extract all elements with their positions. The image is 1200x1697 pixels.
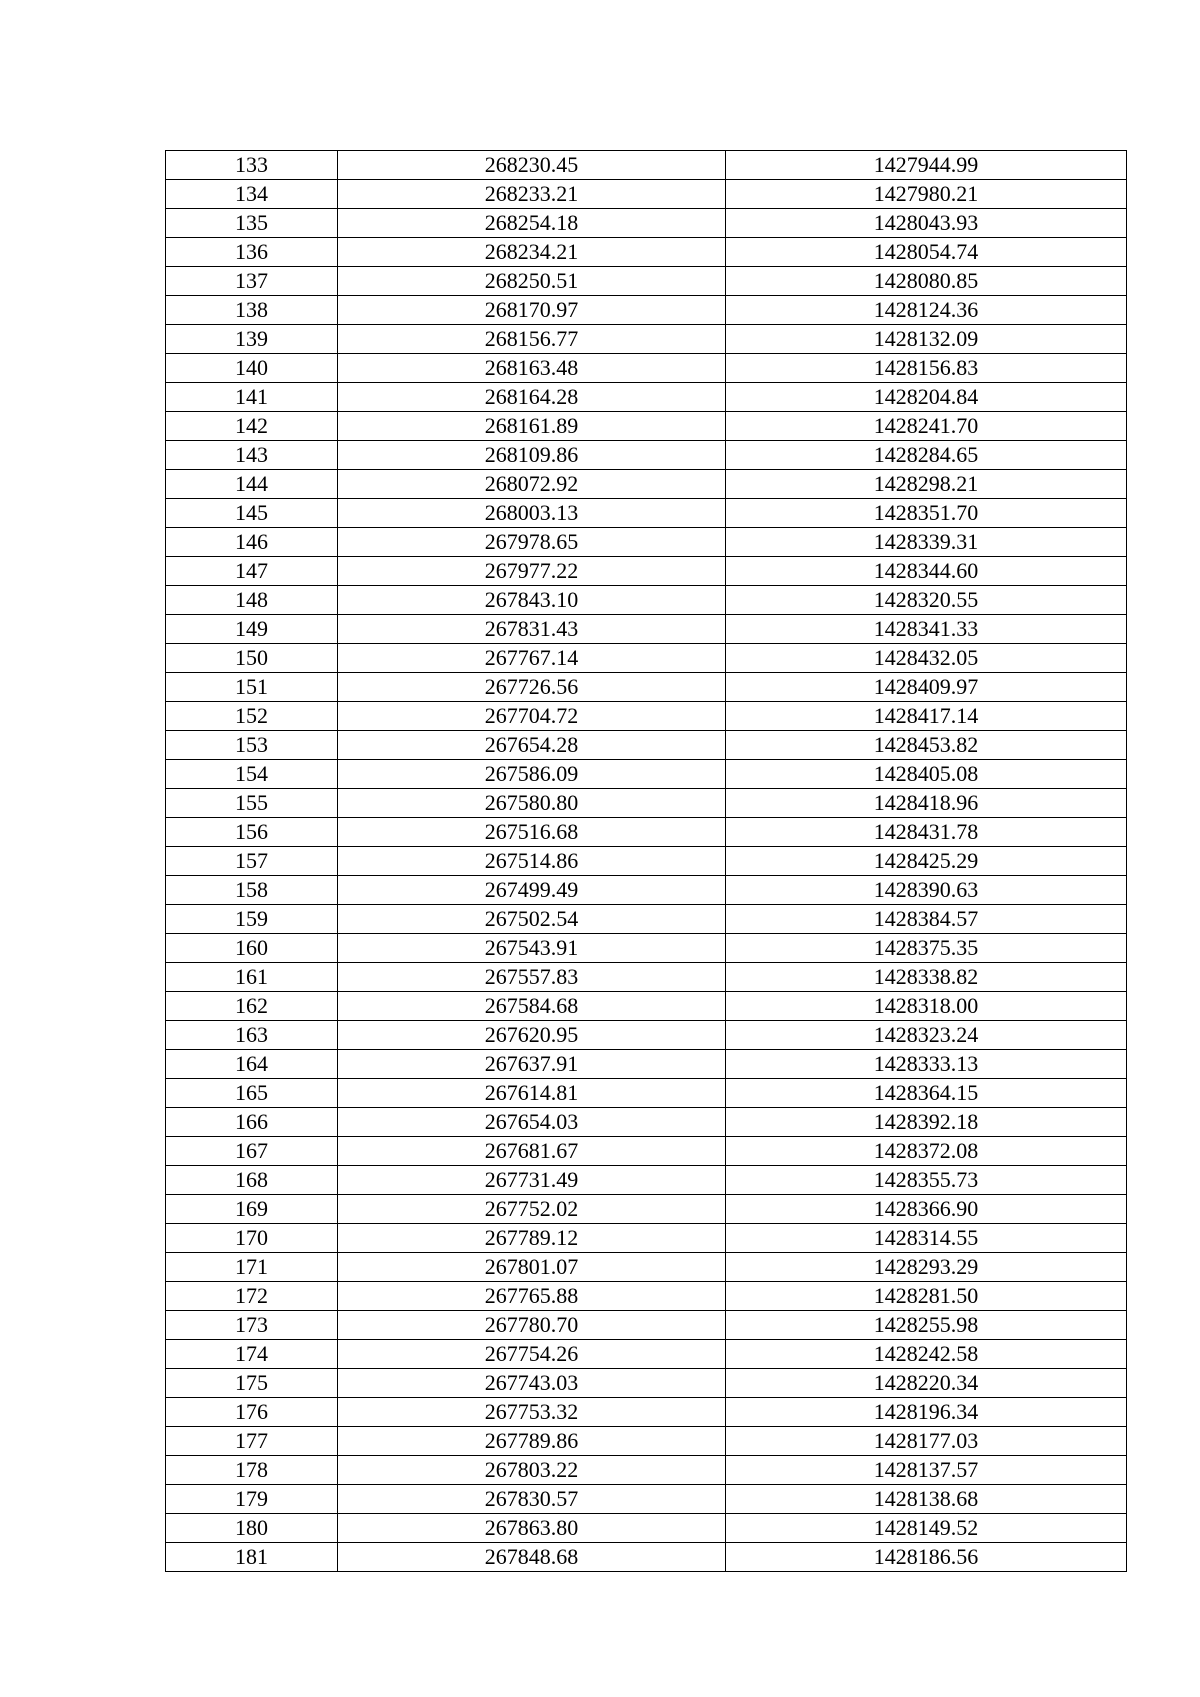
x-coordinate-cell: 268230.45 xyxy=(338,151,726,180)
y-coordinate-cell: 1428344.60 xyxy=(726,557,1127,586)
y-coordinate-cell: 1428156.83 xyxy=(726,354,1127,383)
table-row xyxy=(166,296,1127,325)
table-row xyxy=(166,151,1127,180)
y-coordinate-cell: 1428241.70 xyxy=(726,412,1127,441)
y-coordinate-cell: 1428339.31 xyxy=(726,528,1127,557)
table-row xyxy=(166,1137,1127,1166)
y-coordinate-cell: 1428390.63 xyxy=(726,876,1127,905)
y-coordinate-cell: 1428409.97 xyxy=(726,673,1127,702)
x-coordinate-cell: 267831.43 xyxy=(338,615,726,644)
y-coordinate-cell: 1428318.00 xyxy=(726,992,1127,1021)
table-row xyxy=(166,1485,1127,1514)
x-coordinate-cell: 267780.70 xyxy=(338,1311,726,1340)
y-coordinate-cell: 1427980.21 xyxy=(726,180,1127,209)
y-coordinate-cell: 1428281.50 xyxy=(726,1282,1127,1311)
table-row xyxy=(166,1369,1127,1398)
point-number-cell: 175 xyxy=(166,1369,338,1398)
x-coordinate-cell: 268170.97 xyxy=(338,296,726,325)
table-row xyxy=(166,1079,1127,1108)
x-coordinate-cell: 267752.02 xyxy=(338,1195,726,1224)
y-coordinate-cell: 1428341.33 xyxy=(726,615,1127,644)
y-coordinate-cell: 1428293.29 xyxy=(726,1253,1127,1282)
point-number-cell: 150 xyxy=(166,644,338,673)
x-coordinate-cell: 267586.09 xyxy=(338,760,726,789)
table-row xyxy=(166,673,1127,702)
y-coordinate-cell: 1428384.57 xyxy=(726,905,1127,934)
x-coordinate-cell: 267848.68 xyxy=(338,1543,726,1572)
table-row xyxy=(166,702,1127,731)
table-row xyxy=(166,528,1127,557)
x-coordinate-cell: 268156.77 xyxy=(338,325,726,354)
point-number-cell: 145 xyxy=(166,499,338,528)
table-row xyxy=(166,789,1127,818)
point-number-cell: 169 xyxy=(166,1195,338,1224)
x-coordinate-cell: 267516.68 xyxy=(338,818,726,847)
point-number-cell: 135 xyxy=(166,209,338,238)
y-coordinate-cell: 1428364.15 xyxy=(726,1079,1127,1108)
y-coordinate-cell: 1428284.65 xyxy=(726,441,1127,470)
x-coordinate-cell: 267743.03 xyxy=(338,1369,726,1398)
point-number-cell: 166 xyxy=(166,1108,338,1137)
table-row xyxy=(166,180,1127,209)
point-number-cell: 138 xyxy=(166,296,338,325)
y-coordinate-cell: 1428124.36 xyxy=(726,296,1127,325)
x-coordinate-cell: 267765.88 xyxy=(338,1282,726,1311)
point-number-cell: 144 xyxy=(166,470,338,499)
table-row xyxy=(166,934,1127,963)
table-row xyxy=(166,325,1127,354)
table-row xyxy=(166,1021,1127,1050)
point-number-cell: 143 xyxy=(166,441,338,470)
y-coordinate-cell: 1428314.55 xyxy=(726,1224,1127,1253)
table-row xyxy=(166,1543,1127,1572)
point-number-cell: 142 xyxy=(166,412,338,441)
point-number-cell: 152 xyxy=(166,702,338,731)
table-row xyxy=(166,209,1127,238)
point-number-cell: 161 xyxy=(166,963,338,992)
x-coordinate-cell: 267863.80 xyxy=(338,1514,726,1543)
x-coordinate-cell: 267978.65 xyxy=(338,528,726,557)
y-coordinate-cell: 1428138.68 xyxy=(726,1485,1127,1514)
y-coordinate-cell: 1428338.82 xyxy=(726,963,1127,992)
point-number-cell: 165 xyxy=(166,1079,338,1108)
table-row xyxy=(166,383,1127,412)
x-coordinate-cell: 268254.18 xyxy=(338,209,726,238)
point-number-cell: 154 xyxy=(166,760,338,789)
y-coordinate-cell: 1428196.34 xyxy=(726,1398,1127,1427)
point-number-cell: 160 xyxy=(166,934,338,963)
y-coordinate-cell: 1428405.08 xyxy=(726,760,1127,789)
y-coordinate-cell: 1428043.93 xyxy=(726,209,1127,238)
table-row xyxy=(166,905,1127,934)
x-coordinate-cell: 267726.56 xyxy=(338,673,726,702)
x-coordinate-cell: 267584.68 xyxy=(338,992,726,1021)
x-coordinate-cell: 267767.14 xyxy=(338,644,726,673)
y-coordinate-cell: 1428351.70 xyxy=(726,499,1127,528)
point-number-cell: 179 xyxy=(166,1485,338,1514)
x-coordinate-cell: 267580.80 xyxy=(338,789,726,818)
y-coordinate-cell: 1427944.99 xyxy=(726,151,1127,180)
table-row xyxy=(166,1050,1127,1079)
y-coordinate-cell: 1428137.57 xyxy=(726,1456,1127,1485)
table-row xyxy=(166,1195,1127,1224)
table-row xyxy=(166,992,1127,1021)
table-row xyxy=(166,644,1127,673)
point-number-cell: 141 xyxy=(166,383,338,412)
x-coordinate-cell: 267654.03 xyxy=(338,1108,726,1137)
point-number-cell: 171 xyxy=(166,1253,338,1282)
point-number-cell: 146 xyxy=(166,528,338,557)
x-coordinate-cell: 267514.86 xyxy=(338,847,726,876)
point-number-cell: 149 xyxy=(166,615,338,644)
table-row xyxy=(166,412,1127,441)
y-coordinate-cell: 1428425.29 xyxy=(726,847,1127,876)
table-row xyxy=(166,1311,1127,1340)
y-coordinate-cell: 1428417.14 xyxy=(726,702,1127,731)
y-coordinate-cell: 1428204.84 xyxy=(726,383,1127,412)
table-row xyxy=(166,847,1127,876)
point-number-cell: 157 xyxy=(166,847,338,876)
point-number-cell: 136 xyxy=(166,238,338,267)
x-coordinate-cell: 267637.91 xyxy=(338,1050,726,1079)
point-number-cell: 148 xyxy=(166,586,338,615)
point-number-cell: 164 xyxy=(166,1050,338,1079)
coordinate-table xyxy=(165,150,1127,1572)
x-coordinate-cell: 268072.92 xyxy=(338,470,726,499)
x-coordinate-cell: 267502.54 xyxy=(338,905,726,934)
table-row xyxy=(166,1427,1127,1456)
point-number-cell: 153 xyxy=(166,731,338,760)
point-number-cell: 162 xyxy=(166,992,338,1021)
y-coordinate-cell: 1428355.73 xyxy=(726,1166,1127,1195)
x-coordinate-cell: 267620.95 xyxy=(338,1021,726,1050)
table-row xyxy=(166,238,1127,267)
x-coordinate-cell: 267499.49 xyxy=(338,876,726,905)
y-coordinate-cell: 1428255.98 xyxy=(726,1311,1127,1340)
x-coordinate-cell: 267977.22 xyxy=(338,557,726,586)
point-number-cell: 173 xyxy=(166,1311,338,1340)
y-coordinate-cell: 1428372.08 xyxy=(726,1137,1127,1166)
x-coordinate-cell: 268161.89 xyxy=(338,412,726,441)
x-coordinate-cell: 267789.86 xyxy=(338,1427,726,1456)
point-number-cell: 156 xyxy=(166,818,338,847)
point-number-cell: 181 xyxy=(166,1543,338,1572)
point-number-cell: 137 xyxy=(166,267,338,296)
y-coordinate-cell: 1428242.58 xyxy=(726,1340,1127,1369)
x-coordinate-cell: 267654.28 xyxy=(338,731,726,760)
x-coordinate-cell: 267803.22 xyxy=(338,1456,726,1485)
x-coordinate-cell: 267543.91 xyxy=(338,934,726,963)
y-coordinate-cell: 1428453.82 xyxy=(726,731,1127,760)
table-row xyxy=(166,470,1127,499)
table-row xyxy=(166,1166,1127,1195)
table-row xyxy=(166,1514,1127,1543)
x-coordinate-cell: 267801.07 xyxy=(338,1253,726,1282)
y-coordinate-cell: 1428320.55 xyxy=(726,586,1127,615)
x-coordinate-cell: 267830.57 xyxy=(338,1485,726,1514)
table-row xyxy=(166,1253,1127,1282)
x-coordinate-cell: 268164.28 xyxy=(338,383,726,412)
table-row xyxy=(166,1340,1127,1369)
table-row xyxy=(166,441,1127,470)
y-coordinate-cell: 1428177.03 xyxy=(726,1427,1127,1456)
table-row xyxy=(166,876,1127,905)
y-coordinate-cell: 1428366.90 xyxy=(726,1195,1127,1224)
y-coordinate-cell: 1428333.13 xyxy=(726,1050,1127,1079)
x-coordinate-cell: 268109.86 xyxy=(338,441,726,470)
point-number-cell: 178 xyxy=(166,1456,338,1485)
table-row xyxy=(166,267,1127,296)
point-number-cell: 163 xyxy=(166,1021,338,1050)
y-coordinate-cell: 1428431.78 xyxy=(726,818,1127,847)
y-coordinate-cell: 1428149.52 xyxy=(726,1514,1127,1543)
point-number-cell: 147 xyxy=(166,557,338,586)
table-row xyxy=(166,586,1127,615)
x-coordinate-cell: 268163.48 xyxy=(338,354,726,383)
point-number-cell: 133 xyxy=(166,151,338,180)
table-row xyxy=(166,1282,1127,1311)
y-coordinate-cell: 1428132.09 xyxy=(726,325,1127,354)
point-number-cell: 158 xyxy=(166,876,338,905)
x-coordinate-cell: 268003.13 xyxy=(338,499,726,528)
table-row xyxy=(166,557,1127,586)
x-coordinate-cell: 267731.49 xyxy=(338,1166,726,1195)
point-number-cell: 140 xyxy=(166,354,338,383)
point-number-cell: 134 xyxy=(166,180,338,209)
table-row xyxy=(166,963,1127,992)
table-row xyxy=(166,615,1127,644)
table-row xyxy=(166,1224,1127,1253)
point-number-cell: 139 xyxy=(166,325,338,354)
table-row xyxy=(166,1456,1127,1485)
y-coordinate-cell: 1428375.35 xyxy=(726,934,1127,963)
x-coordinate-cell: 268234.21 xyxy=(338,238,726,267)
x-coordinate-cell: 267557.83 xyxy=(338,963,726,992)
x-coordinate-cell: 267754.26 xyxy=(338,1340,726,1369)
table-row xyxy=(166,1108,1127,1137)
table-row xyxy=(166,1398,1127,1427)
table-row xyxy=(166,818,1127,847)
table-row xyxy=(166,760,1127,789)
point-number-cell: 177 xyxy=(166,1427,338,1456)
y-coordinate-cell: 1428432.05 xyxy=(726,644,1127,673)
point-number-cell: 159 xyxy=(166,905,338,934)
y-coordinate-cell: 1428080.85 xyxy=(726,267,1127,296)
point-number-cell: 176 xyxy=(166,1398,338,1427)
y-coordinate-cell: 1428220.34 xyxy=(726,1369,1127,1398)
point-number-cell: 167 xyxy=(166,1137,338,1166)
point-number-cell: 151 xyxy=(166,673,338,702)
point-number-cell: 174 xyxy=(166,1340,338,1369)
x-coordinate-cell: 267753.32 xyxy=(338,1398,726,1427)
table-row xyxy=(166,354,1127,383)
x-coordinate-cell: 267843.10 xyxy=(338,586,726,615)
coordinate-table-body xyxy=(166,151,1127,1572)
point-number-cell: 170 xyxy=(166,1224,338,1253)
y-coordinate-cell: 1428298.21 xyxy=(726,470,1127,499)
point-number-cell: 155 xyxy=(166,789,338,818)
y-coordinate-cell: 1428418.96 xyxy=(726,789,1127,818)
x-coordinate-cell: 267789.12 xyxy=(338,1224,726,1253)
y-coordinate-cell: 1428054.74 xyxy=(726,238,1127,267)
y-coordinate-cell: 1428186.56 xyxy=(726,1543,1127,1572)
x-coordinate-cell: 267704.72 xyxy=(338,702,726,731)
point-number-cell: 180 xyxy=(166,1514,338,1543)
x-coordinate-cell: 268233.21 xyxy=(338,180,726,209)
point-number-cell: 172 xyxy=(166,1282,338,1311)
x-coordinate-cell: 268250.51 xyxy=(338,267,726,296)
table-row xyxy=(166,499,1127,528)
y-coordinate-cell: 1428392.18 xyxy=(726,1108,1127,1137)
y-coordinate-cell: 1428323.24 xyxy=(726,1021,1127,1050)
table-row xyxy=(166,731,1127,760)
point-number-cell: 168 xyxy=(166,1166,338,1195)
x-coordinate-cell: 267614.81 xyxy=(338,1079,726,1108)
x-coordinate-cell: 267681.67 xyxy=(338,1137,726,1166)
